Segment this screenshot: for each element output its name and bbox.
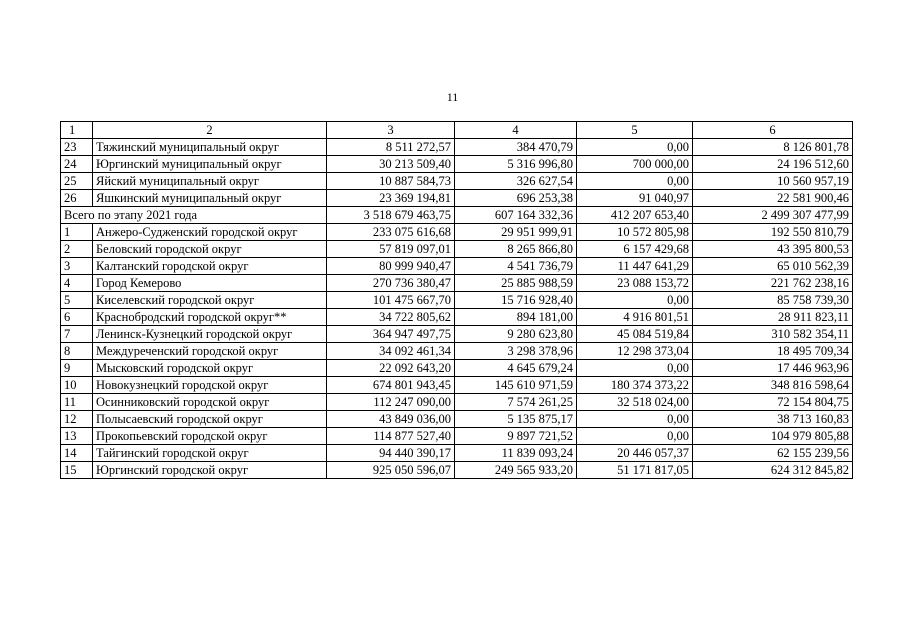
row-number: 1 [61, 224, 93, 241]
table-row [61, 139, 853, 156]
value-col4: 3 298 378,96 [455, 343, 577, 360]
row-number: 14 [61, 445, 93, 462]
value-col3: 112 247 090,00 [327, 394, 455, 411]
row-number: 4 [61, 275, 93, 292]
municipality-name: Тяжинский муниципальный округ [93, 139, 327, 156]
value-col4: 4 645 679,24 [455, 360, 577, 377]
value-col3: 674 801 943,45 [327, 377, 455, 394]
table-row [61, 224, 853, 241]
municipality-name: Междуреченский городской округ [93, 343, 327, 360]
value-col5: 32 518 024,00 [577, 394, 693, 411]
municipality-name: Мысковский городской округ [93, 360, 327, 377]
value-col6: 310 582 354,11 [693, 326, 853, 343]
value-col4: 11 839 093,24 [455, 445, 577, 462]
value-col3: 101 475 667,70 [327, 292, 455, 309]
table-row [61, 360, 853, 377]
total-col5: 412 207 653,40 [577, 207, 693, 224]
value-col3: 8 511 272,57 [327, 139, 455, 156]
table-row [61, 309, 853, 326]
header-cell: 2 [93, 122, 327, 139]
value-col5: 20 446 057,37 [577, 445, 693, 462]
value-col3: 233 075 616,68 [327, 224, 455, 241]
value-col6: 28 911 823,11 [693, 309, 853, 326]
row-number: 25 [61, 173, 93, 190]
value-col3: 34 092 461,34 [327, 343, 455, 360]
row-number: 2 [61, 241, 93, 258]
value-col5: 0,00 [577, 139, 693, 156]
row-number: 26 [61, 190, 93, 207]
value-col6: 348 816 598,64 [693, 377, 853, 394]
value-col6: 85 758 739,30 [693, 292, 853, 309]
value-col5: 6 157 429,68 [577, 241, 693, 258]
row-number: 10 [61, 377, 93, 394]
value-col4: 4 541 736,79 [455, 258, 577, 275]
table-row [61, 258, 853, 275]
municipality-name: Яйский муниципальный округ [93, 173, 327, 190]
municipality-name: Беловский городской округ [93, 241, 327, 258]
value-col4: 5 316 996,80 [455, 156, 577, 173]
budget-table [60, 121, 853, 479]
value-col4: 8 265 866,80 [455, 241, 577, 258]
value-col5: 10 572 805,98 [577, 224, 693, 241]
table-row [61, 275, 853, 292]
row-number: 5 [61, 292, 93, 309]
municipality-name: Полысаевский городской округ [93, 411, 327, 428]
table-row [61, 190, 853, 207]
value-col6: 65 010 562,39 [693, 258, 853, 275]
municipality-name: Анжеро-Судженский городской округ [93, 224, 327, 241]
budget-table-body [61, 122, 853, 479]
row-number: 15 [61, 462, 93, 479]
value-col6: 62 155 239,56 [693, 445, 853, 462]
value-col5: 700 000,00 [577, 156, 693, 173]
municipality-name: Киселевский городской округ [93, 292, 327, 309]
municipality-name: Ленинск-Кузнецкий городской округ [93, 326, 327, 343]
value-col6: 24 196 512,60 [693, 156, 853, 173]
municipality-name: Осинниковский городской округ [93, 394, 327, 411]
value-col5: 45 084 519,84 [577, 326, 693, 343]
value-col6: 221 762 238,16 [693, 275, 853, 292]
table-row [61, 428, 853, 445]
value-col3: 34 722 805,62 [327, 309, 455, 326]
value-col3: 80 999 940,47 [327, 258, 455, 275]
value-col3: 30 213 509,40 [327, 156, 455, 173]
header-cell: 3 [327, 122, 455, 139]
table-row [61, 377, 853, 394]
municipality-name: Краснобродский городской округ** [93, 309, 327, 326]
municipality-name: Город Кемерово [93, 275, 327, 292]
header-cell: 5 [577, 122, 693, 139]
table-row [61, 241, 853, 258]
value-col6: 17 446 963,96 [693, 360, 853, 377]
value-col4: 29 951 999,91 [455, 224, 577, 241]
value-col3: 114 877 527,40 [327, 428, 455, 445]
value-col4: 145 610 971,59 [455, 377, 577, 394]
value-col3: 925 050 596,07 [327, 462, 455, 479]
value-col5: 180 374 373,22 [577, 377, 693, 394]
value-col4: 15 716 928,40 [455, 292, 577, 309]
value-col6: 72 154 804,75 [693, 394, 853, 411]
header-cell: 4 [455, 122, 577, 139]
row-number: 23 [61, 139, 93, 156]
value-col5: 91 040,97 [577, 190, 693, 207]
value-col5: 23 088 153,72 [577, 275, 693, 292]
municipality-name: Тайгинский городской округ [93, 445, 327, 462]
value-col6: 43 395 800,53 [693, 241, 853, 258]
total-label: Всего по этапу 2021 года [61, 207, 327, 224]
header-cell: 1 [61, 122, 93, 139]
value-col5: 0,00 [577, 411, 693, 428]
value-col3: 94 440 390,17 [327, 445, 455, 462]
value-col6: 38 713 160,83 [693, 411, 853, 428]
header-cell: 6 [693, 122, 853, 139]
value-col4: 7 574 261,25 [455, 394, 577, 411]
table-row [61, 394, 853, 411]
value-col6: 192 550 810,79 [693, 224, 853, 241]
value-col5: 12 298 373,04 [577, 343, 693, 360]
value-col3: 10 887 584,73 [327, 173, 455, 190]
value-col5: 51 171 817,05 [577, 462, 693, 479]
row-number: 9 [61, 360, 93, 377]
value-col3: 23 369 194,81 [327, 190, 455, 207]
row-number: 6 [61, 309, 93, 326]
municipality-name: Новокузнецкий городской округ [93, 377, 327, 394]
value-col3: 364 947 497,75 [327, 326, 455, 343]
municipality-name: Юргинский муниципальный округ [93, 156, 327, 173]
value-col4: 696 253,38 [455, 190, 577, 207]
municipality-name: Прокопьевский городской округ [93, 428, 327, 445]
value-col6: 18 495 709,34 [693, 343, 853, 360]
row-number: 12 [61, 411, 93, 428]
row-number: 13 [61, 428, 93, 445]
table-row [61, 411, 853, 428]
value-col6: 624 312 845,82 [693, 462, 853, 479]
row-number: 11 [61, 394, 93, 411]
table-row [61, 445, 853, 462]
value-col6: 10 560 957,19 [693, 173, 853, 190]
value-col4: 9 280 623,80 [455, 326, 577, 343]
value-col3: 22 092 643,20 [327, 360, 455, 377]
value-col5: 0,00 [577, 428, 693, 445]
table-row [61, 173, 853, 190]
row-number: 24 [61, 156, 93, 173]
municipality-name: Калтанский городской округ [93, 258, 327, 275]
value-col4: 25 885 988,59 [455, 275, 577, 292]
value-col5: 0,00 [577, 173, 693, 190]
table-row [61, 462, 853, 479]
value-col3: 43 849 036,00 [327, 411, 455, 428]
value-col3: 57 819 097,01 [327, 241, 455, 258]
total-col4: 607 164 332,36 [455, 207, 577, 224]
total-col6: 2 499 307 477,99 [693, 207, 853, 224]
value-col6: 8 126 801,78 [693, 139, 853, 156]
value-col4: 9 897 721,52 [455, 428, 577, 445]
municipality-name: Юргинский городской округ [93, 462, 327, 479]
value-col4: 894 181,00 [455, 309, 577, 326]
row-number: 8 [61, 343, 93, 360]
municipality-name: Яшкинский муниципальный округ [93, 190, 327, 207]
value-col4: 326 627,54 [455, 173, 577, 190]
value-col5: 0,00 [577, 292, 693, 309]
total-row [61, 207, 853, 224]
table-header-row [61, 122, 853, 139]
table-row [61, 292, 853, 309]
value-col6: 22 581 900,46 [693, 190, 853, 207]
table-row [61, 156, 853, 173]
value-col6: 104 979 805,88 [693, 428, 853, 445]
row-number: 3 [61, 258, 93, 275]
row-number: 7 [61, 326, 93, 343]
value-col3: 270 736 380,47 [327, 275, 455, 292]
value-col5: 11 447 641,29 [577, 258, 693, 275]
total-col3: 3 518 679 463,75 [327, 207, 455, 224]
value-col4: 249 565 933,20 [455, 462, 577, 479]
value-col4: 384 470,79 [455, 139, 577, 156]
table-row [61, 326, 853, 343]
value-col5: 0,00 [577, 360, 693, 377]
value-col5: 4 916 801,51 [577, 309, 693, 326]
value-col4: 5 135 875,17 [455, 411, 577, 428]
page-number: 11 [446, 90, 459, 104]
table-row [61, 343, 853, 360]
